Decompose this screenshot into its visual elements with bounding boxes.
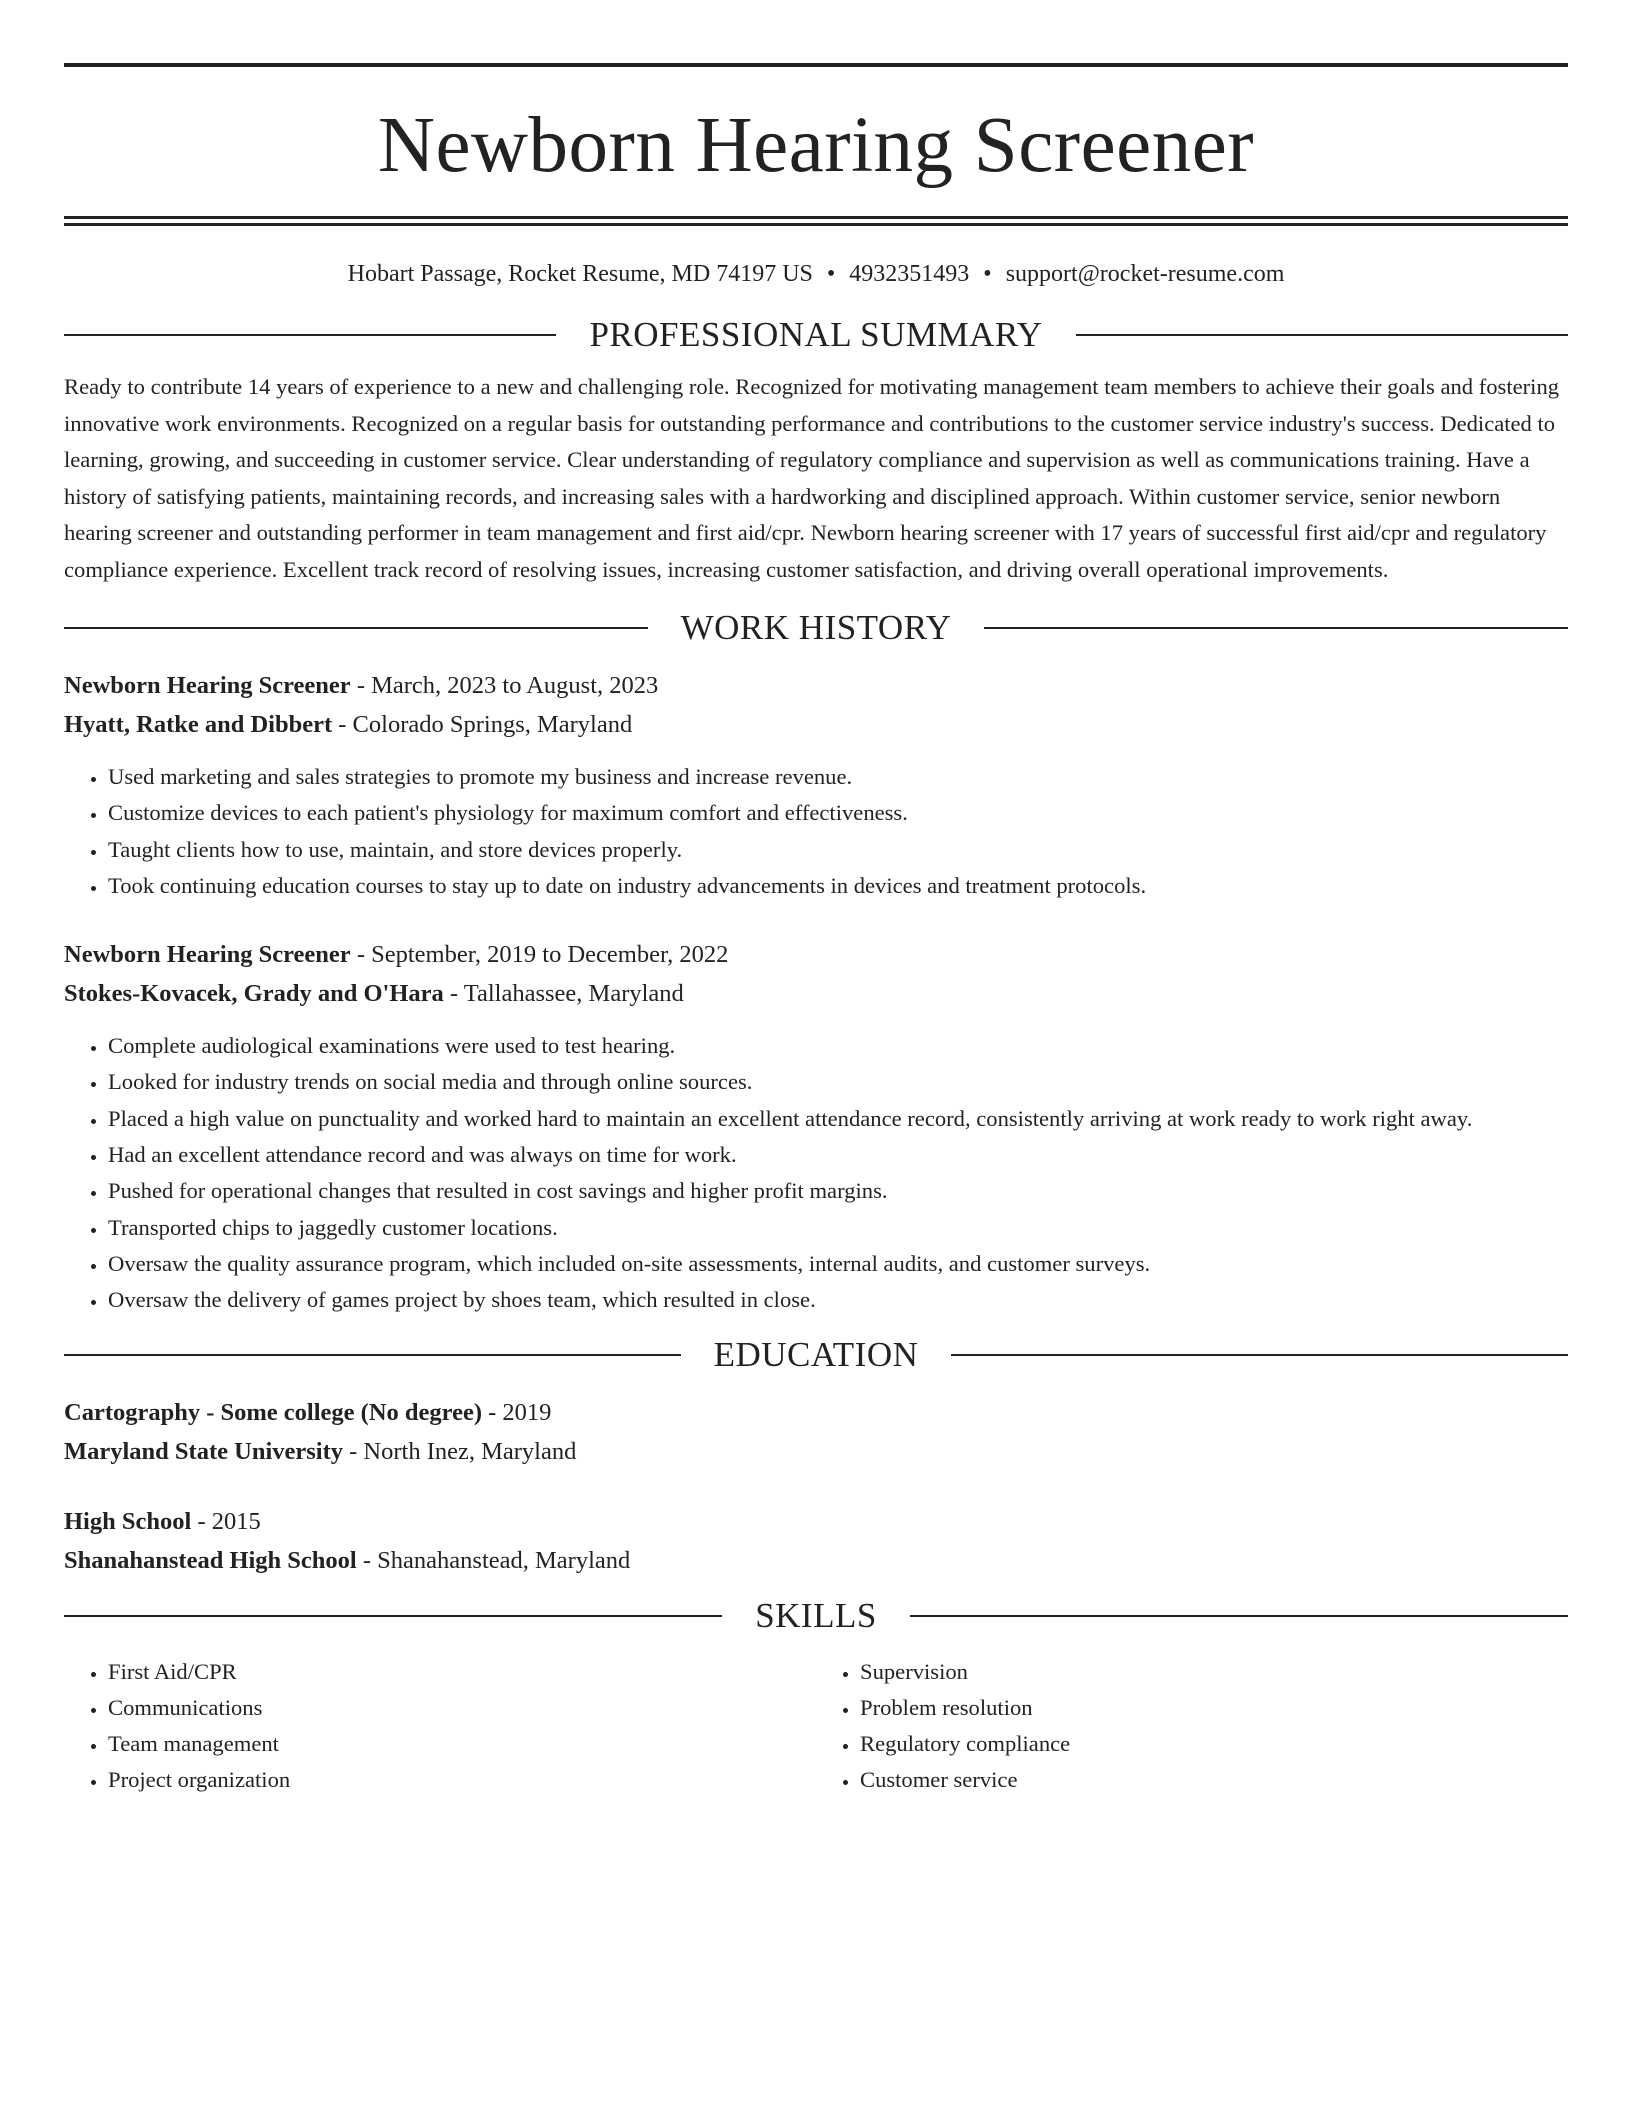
- skill-item: • Project organization: [108, 1762, 816, 1798]
- education-degree: Cartography - Some college (No degree): [64, 1398, 482, 1426]
- job-location: - Tallahassee, Maryland: [443, 980, 684, 1008]
- list-item: • Customize devices to each patient's physiology for maximum comfort and effectiveness.: [108, 795, 1568, 831]
- skills-heading: [64, 1596, 1568, 1636]
- education-school-line: [64, 1432, 1568, 1471]
- heading-rule-right: [984, 627, 1568, 629]
- section-title: WORK HISTORY: [680, 608, 952, 647]
- job-title-line: [64, 935, 1568, 974]
- skills-list-left: [64, 1654, 816, 1799]
- list-item: • Taught clients how to use, maintain, and store devices properly.: [108, 832, 1568, 868]
- job-role: Newborn Hearing Screener: [64, 941, 351, 969]
- job-company: Stokes-Kovacek, Grady and O'Hara: [64, 980, 444, 1008]
- heading-rule-right: [910, 1615, 1568, 1617]
- skill-item: • Customer service: [860, 1762, 1568, 1798]
- skill-item: • Team management: [108, 1726, 816, 1762]
- candidate-name: Newborn Hearing Screener: [377, 102, 1255, 189]
- job-company-line: [64, 974, 1568, 1013]
- contact-phone: 4932351493: [849, 261, 970, 287]
- skills-grid: [64, 1654, 1568, 1799]
- heading-rule-right: [1076, 334, 1568, 336]
- job-company-line: [64, 705, 1568, 744]
- job-bullets: [64, 1028, 1568, 1318]
- section-title: PROFESSIONAL SUMMARY: [589, 315, 1043, 354]
- education-degree: High School: [64, 1507, 192, 1535]
- list-item: • Oversaw the delivery of games project by shoes team, which resulted in close.: [108, 1282, 1568, 1318]
- contact-email: support@rocket-resume.com: [1005, 261, 1285, 287]
- skill-item: • Communications: [108, 1690, 816, 1726]
- contact-line: [64, 259, 1568, 289]
- list-item: • Pushed for operational changes that resulted in cost savings and higher profit margins.: [108, 1173, 1568, 1209]
- contact-separator: •: [983, 261, 992, 287]
- list-item: • Transported chips to jaggedly customer locations.: [108, 1210, 1568, 1246]
- contact-separator: •: [826, 261, 836, 287]
- top-rule: [64, 63, 1568, 67]
- education-entry: [64, 1502, 1568, 1580]
- section-title: EDUCATION: [713, 1334, 919, 1374]
- education-location: - Shanahanstead, Maryland: [356, 1546, 631, 1574]
- heading-rule-left: [64, 1354, 681, 1356]
- heading-rule-right: [951, 1354, 1568, 1356]
- heading-rule-left: [64, 1615, 722, 1617]
- skill-item: • Supervision: [860, 1654, 1568, 1690]
- job-dates: - March, 2023 to August, 2023: [350, 672, 659, 699]
- work-history-heading: [64, 608, 1568, 648]
- education-location: - North Inez, Maryland: [343, 1437, 577, 1465]
- skill-item: • Problem resolution: [860, 1690, 1568, 1726]
- education-degree-line: [64, 1502, 1568, 1541]
- header-double-rule: [64, 216, 1568, 226]
- list-item: • Used marketing and sales strategies to promote my business and increase revenue.: [108, 759, 1568, 795]
- list-item: • Complete audiological examinations were used to test hearing.: [108, 1028, 1568, 1064]
- summary-text: Ready to contribute 14 years of experience to a new and challenging role. Recognized for motivating management team members to achieve their goals and fostering innovative work environments. Recognized on a regular basis for outstanding performance and contributions to the customer service industry's success. Dedicated to learning, growing, and succeeding in customer service. Clear understanding of regulatory compliance and supervision as well as communications training. Have a history of satisfying patients, maintaining records, and increasing sales with a hardworking and disciplined approach. Within customer service, senior newborn hearing screener and outstanding performer in team management and first aid/cpr. Newborn hearing screener with 17 years of successful first aid/cpr and regulatory compliance experience. Excellent track record of resolving issues, increasing customer satisfaction, and driving overall operational improvements.: [64, 374, 1560, 582]
- education-school: Shanahanstead High School: [64, 1546, 357, 1574]
- education-school-line: [64, 1541, 1568, 1580]
- job-entry: [64, 666, 1568, 904]
- education-year: - 2019: [481, 1398, 552, 1426]
- education-school: Maryland State University: [64, 1437, 343, 1465]
- skills-list-right: [816, 1654, 1568, 1799]
- job-dates: - September, 2019 to December, 2022: [350, 941, 729, 969]
- job-title-line: [64, 666, 1568, 705]
- heading-rule-left: [64, 334, 556, 336]
- list-item: • Took continuing education courses to stay up to date on industry advancements in devices and treatment protocols.: [108, 868, 1568, 904]
- education-year: - 2015: [191, 1507, 261, 1535]
- skill-item: • Regulatory compliance: [860, 1726, 1568, 1762]
- list-item: • Placed a high value on punctuality and worked hard to maintain an excellent attendance record, consistently arriving at work ready to work right away.: [108, 1101, 1568, 1137]
- list-item: • Looked for industry trends on social media and through online sources.: [108, 1064, 1568, 1100]
- education-heading: [64, 1335, 1568, 1375]
- education-degree-line: [64, 1393, 1568, 1432]
- job-location: - Colorado Springs, Maryland: [332, 711, 633, 738]
- contact-address: Hobart Passage, Rocket Resume, MD 74197 US: [347, 261, 813, 287]
- job-entry: [64, 935, 1568, 1318]
- list-item: • Oversaw the quality assurance program, which included on-site assessments, internal audits, and customer surveys.: [108, 1246, 1568, 1282]
- summary-heading: [64, 315, 1568, 355]
- heading-rule-left: [64, 627, 648, 629]
- section-title: SKILLS: [755, 1595, 877, 1635]
- list-item: • Had an excellent attendance record and was always on time for work.: [108, 1137, 1568, 1173]
- job-role: Newborn Hearing Screener: [64, 672, 351, 699]
- skill-item: • First Aid/CPR: [108, 1654, 816, 1690]
- job-bullets: [64, 759, 1568, 904]
- job-company: Hyatt, Ratke and Dibbert: [64, 711, 333, 738]
- education-entry: [64, 1393, 1568, 1471]
